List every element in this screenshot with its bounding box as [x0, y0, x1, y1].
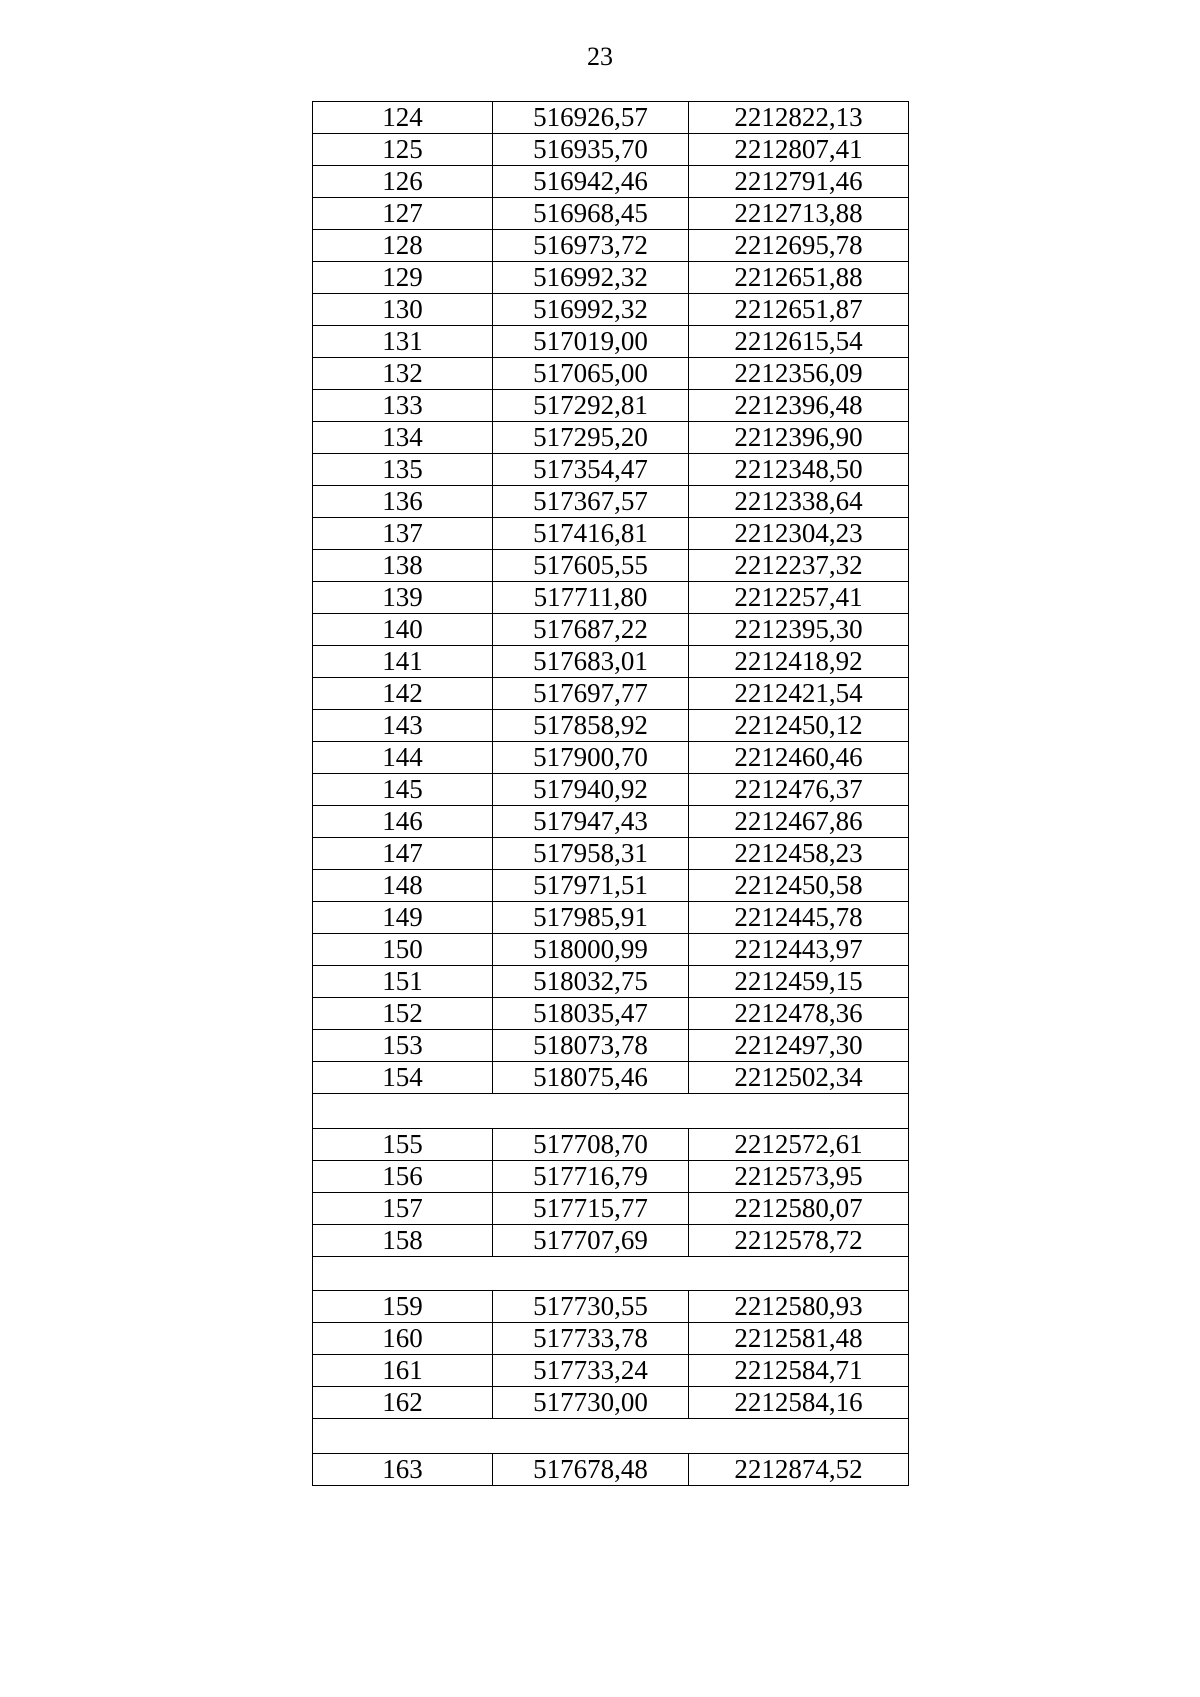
x-coordinate-cell: 518035,47 — [493, 998, 689, 1030]
point-number-cell: 161 — [313, 1355, 493, 1387]
table-row — [313, 614, 909, 646]
y-coordinate-cell: 2212476,37 — [689, 774, 909, 806]
point-number-cell: 158 — [313, 1224, 493, 1256]
x-coordinate-cell: 517985,91 — [493, 902, 689, 934]
table-row — [313, 326, 909, 358]
table-row — [313, 966, 909, 998]
table-row — [313, 902, 909, 934]
y-coordinate-cell: 2212338,64 — [689, 486, 909, 518]
y-coordinate-cell: 2212418,92 — [689, 646, 909, 678]
table-row — [313, 390, 909, 422]
x-coordinate-cell: 517940,92 — [493, 774, 689, 806]
y-coordinate-cell: 2212695,78 — [689, 230, 909, 262]
y-coordinate-cell: 2212396,48 — [689, 390, 909, 422]
x-coordinate-cell: 517858,92 — [493, 710, 689, 742]
y-coordinate-cell: 2212458,23 — [689, 838, 909, 870]
point-number-cell: 140 — [313, 614, 493, 646]
point-number-cell: 145 — [313, 774, 493, 806]
table-row — [313, 710, 909, 742]
y-coordinate-cell: 2212497,30 — [689, 1030, 909, 1062]
table-row — [313, 1062, 909, 1094]
y-coordinate-cell: 2212573,95 — [689, 1160, 909, 1192]
point-number-cell: 143 — [313, 710, 493, 742]
x-coordinate-cell: 517707,69 — [493, 1224, 689, 1256]
y-coordinate-cell: 2212237,32 — [689, 550, 909, 582]
table-row — [313, 1128, 909, 1160]
table-row — [313, 102, 909, 134]
point-number-cell: 150 — [313, 934, 493, 966]
x-coordinate-cell: 517716,79 — [493, 1160, 689, 1192]
point-number-cell: 162 — [313, 1387, 493, 1419]
point-number-cell: 134 — [313, 422, 493, 454]
point-number-cell: 141 — [313, 646, 493, 678]
table-row — [313, 806, 909, 838]
x-coordinate-cell: 517711,80 — [493, 582, 689, 614]
y-coordinate-cell: 2212713,88 — [689, 198, 909, 230]
y-coordinate-cell: 2212578,72 — [689, 1224, 909, 1256]
y-coordinate-cell: 2212348,50 — [689, 454, 909, 486]
y-coordinate-cell: 2212581,48 — [689, 1323, 909, 1355]
group-separator-row — [313, 1419, 909, 1454]
x-coordinate-cell: 517292,81 — [493, 390, 689, 422]
x-coordinate-cell: 517687,22 — [493, 614, 689, 646]
table-row — [313, 1453, 909, 1485]
x-coordinate-cell: 517367,57 — [493, 486, 689, 518]
group-separator-cell — [313, 1419, 909, 1454]
point-number-cell: 125 — [313, 134, 493, 166]
x-coordinate-cell: 516968,45 — [493, 198, 689, 230]
x-coordinate-cell: 516942,46 — [493, 166, 689, 198]
y-coordinate-cell: 2212445,78 — [689, 902, 909, 934]
table-row — [313, 1387, 909, 1419]
table-row — [313, 1030, 909, 1062]
point-number-cell: 137 — [313, 518, 493, 550]
point-number-cell: 124 — [313, 102, 493, 134]
point-number-cell: 146 — [313, 806, 493, 838]
point-number-cell: 151 — [313, 966, 493, 998]
point-number-cell: 142 — [313, 678, 493, 710]
point-number-cell: 148 — [313, 870, 493, 902]
x-coordinate-cell: 517971,51 — [493, 870, 689, 902]
table-row — [313, 1355, 909, 1387]
point-number-cell: 139 — [313, 582, 493, 614]
table-row — [313, 838, 909, 870]
y-coordinate-cell: 2212395,30 — [689, 614, 909, 646]
point-number-cell: 155 — [313, 1128, 493, 1160]
x-coordinate-cell: 517900,70 — [493, 742, 689, 774]
table-row — [313, 870, 909, 902]
y-coordinate-cell: 2212874,52 — [689, 1453, 909, 1485]
x-coordinate-cell: 517065,00 — [493, 358, 689, 390]
point-number-cell: 133 — [313, 390, 493, 422]
table-row — [313, 454, 909, 486]
x-coordinate-cell: 517730,55 — [493, 1291, 689, 1323]
table-row — [313, 1291, 909, 1323]
point-number-cell: 159 — [313, 1291, 493, 1323]
x-coordinate-cell: 517947,43 — [493, 806, 689, 838]
point-number-cell: 157 — [313, 1192, 493, 1224]
x-coordinate-cell: 516992,32 — [493, 262, 689, 294]
x-coordinate-cell: 516992,32 — [493, 294, 689, 326]
point-number-cell: 126 — [313, 166, 493, 198]
x-coordinate-cell: 518075,46 — [493, 1062, 689, 1094]
point-number-cell: 149 — [313, 902, 493, 934]
y-coordinate-cell: 2212580,93 — [689, 1291, 909, 1323]
point-number-cell: 144 — [313, 742, 493, 774]
table-row — [313, 230, 909, 262]
y-coordinate-cell: 2212651,88 — [689, 262, 909, 294]
x-coordinate-cell: 517733,78 — [493, 1323, 689, 1355]
y-coordinate-cell: 2212460,46 — [689, 742, 909, 774]
y-coordinate-cell: 2212356,09 — [689, 358, 909, 390]
group-separator-cell — [313, 1094, 909, 1129]
x-coordinate-cell: 517733,24 — [493, 1355, 689, 1387]
table-row — [313, 742, 909, 774]
table-row — [313, 646, 909, 678]
table-row — [313, 550, 909, 582]
table-row — [313, 198, 909, 230]
table-row — [313, 1160, 909, 1192]
point-number-cell: 135 — [313, 454, 493, 486]
x-coordinate-cell: 517416,81 — [493, 518, 689, 550]
y-coordinate-cell: 2212478,36 — [689, 998, 909, 1030]
y-coordinate-cell: 2212450,12 — [689, 710, 909, 742]
x-coordinate-cell: 517958,31 — [493, 838, 689, 870]
table-row — [313, 294, 909, 326]
y-coordinate-cell: 2212502,34 — [689, 1062, 909, 1094]
point-number-cell: 152 — [313, 998, 493, 1030]
x-coordinate-cell: 517708,70 — [493, 1128, 689, 1160]
y-coordinate-cell: 2212421,54 — [689, 678, 909, 710]
table-row — [313, 678, 909, 710]
point-number-cell: 136 — [313, 486, 493, 518]
coordinates-table — [312, 101, 909, 1486]
y-coordinate-cell: 2212443,97 — [689, 934, 909, 966]
point-number-cell: 153 — [313, 1030, 493, 1062]
y-coordinate-cell: 2212791,46 — [689, 166, 909, 198]
table-row — [313, 1192, 909, 1224]
point-number-cell: 147 — [313, 838, 493, 870]
table-row — [313, 582, 909, 614]
point-number-cell: 156 — [313, 1160, 493, 1192]
point-number-cell: 130 — [313, 294, 493, 326]
point-number-cell: 138 — [313, 550, 493, 582]
table-row — [313, 998, 909, 1030]
table-row — [313, 934, 909, 966]
x-coordinate-cell: 517678,48 — [493, 1453, 689, 1485]
table-row — [313, 358, 909, 390]
y-coordinate-cell: 2212257,41 — [689, 582, 909, 614]
table-row — [313, 518, 909, 550]
x-coordinate-cell: 517019,00 — [493, 326, 689, 358]
x-coordinate-cell: 516973,72 — [493, 230, 689, 262]
x-coordinate-cell: 517730,00 — [493, 1387, 689, 1419]
x-coordinate-cell: 518000,99 — [493, 934, 689, 966]
table-row — [313, 774, 909, 806]
group-separator-row — [313, 1256, 909, 1291]
table-row — [313, 486, 909, 518]
x-coordinate-cell: 517295,20 — [493, 422, 689, 454]
table-row — [313, 1224, 909, 1256]
point-number-cell: 131 — [313, 326, 493, 358]
y-coordinate-cell: 2212822,13 — [689, 102, 909, 134]
y-coordinate-cell: 2212580,07 — [689, 1192, 909, 1224]
y-coordinate-cell: 2212584,16 — [689, 1387, 909, 1419]
group-separator-cell — [313, 1256, 909, 1291]
y-coordinate-cell: 2212651,87 — [689, 294, 909, 326]
group-separator-row — [313, 1094, 909, 1129]
table-row — [313, 166, 909, 198]
x-coordinate-cell: 517605,55 — [493, 550, 689, 582]
x-coordinate-cell: 517354,47 — [493, 454, 689, 486]
table-row — [313, 134, 909, 166]
x-coordinate-cell: 518073,78 — [493, 1030, 689, 1062]
point-number-cell: 132 — [313, 358, 493, 390]
y-coordinate-cell: 2212807,41 — [689, 134, 909, 166]
y-coordinate-cell: 2212615,54 — [689, 326, 909, 358]
y-coordinate-cell: 2212450,58 — [689, 870, 909, 902]
x-coordinate-cell: 518032,75 — [493, 966, 689, 998]
point-number-cell: 128 — [313, 230, 493, 262]
point-number-cell: 160 — [313, 1323, 493, 1355]
y-coordinate-cell: 2212304,23 — [689, 518, 909, 550]
y-coordinate-cell: 2212459,15 — [689, 966, 909, 998]
y-coordinate-cell: 2212584,71 — [689, 1355, 909, 1387]
point-number-cell: 127 — [313, 198, 493, 230]
page-number: 23 — [587, 42, 613, 71]
table-row — [313, 1323, 909, 1355]
x-coordinate-cell: 516926,57 — [493, 102, 689, 134]
coordinates-table-body — [313, 102, 909, 1486]
y-coordinate-cell: 2212396,90 — [689, 422, 909, 454]
table-row — [313, 422, 909, 454]
x-coordinate-cell: 517683,01 — [493, 646, 689, 678]
y-coordinate-cell: 2212467,86 — [689, 806, 909, 838]
x-coordinate-cell: 516935,70 — [493, 134, 689, 166]
x-coordinate-cell: 517697,77 — [493, 678, 689, 710]
x-coordinate-cell: 517715,77 — [493, 1192, 689, 1224]
point-number-cell: 154 — [313, 1062, 493, 1094]
y-coordinate-cell: 2212572,61 — [689, 1128, 909, 1160]
point-number-cell: 163 — [313, 1453, 493, 1485]
table-row — [313, 262, 909, 294]
point-number-cell: 129 — [313, 262, 493, 294]
